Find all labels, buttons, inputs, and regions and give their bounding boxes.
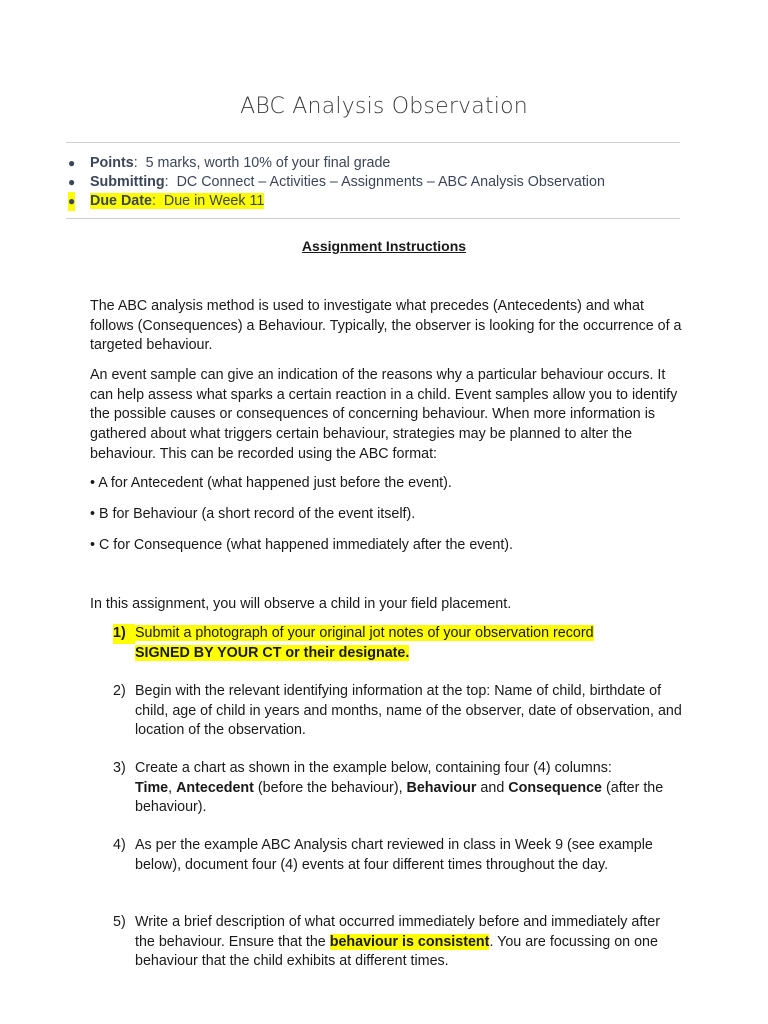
step-5: [113, 913, 683, 972]
divider: [66, 218, 680, 219]
step-number: 4): [113, 837, 126, 853]
meta-due-date: ● Due Date: Due in Week 11: [68, 193, 265, 209]
step-3: 3) Create a chart as shown in the example below, containing four (4) columns: Time, Antecedent (before the behaviour), Behaviour and Consequence (after the behaviour).: [113, 760, 664, 816]
meta-points: ● Points: 5 marks, worth 10% of your final grade: [68, 155, 391, 171]
event-sample-paragraph: An event sample can give an indication of the reasons why a particular behaviour occurs. It can help assess what sparks a certain reaction in a child. Event samples allow you to identify the possible causes or consequences of concerning behaviour. When more information is gathered about what triggers certain behaviour, strategies may be planned to alter the behaviour. This can be recorded using the ABC format:: [90, 367, 678, 462]
bullet-icon: ●: [68, 175, 76, 189]
bullet-icon: ●: [68, 156, 76, 170]
step-text: As per the example ABC Analysis chart reviewed in class in Week 9 (see example below), document four (4) events at four different times throughout the day.: [135, 837, 653, 873]
step-text: Create a chart as shown in the example below, containing four (4) columns:: [135, 760, 612, 776]
abc-item-c: • C for Consequence (what happened immediately after the event).: [90, 537, 514, 553]
column-consequence: Consequence: [508, 779, 603, 796]
intro-paragraph: The ABC analysis method is used to investigate what precedes (Antecedents) and what follows (Consequences) a Behaviour. Typically, the observer is looking for the occurrence of a targeted behaviour.: [90, 298, 682, 354]
step-emphasis: SIGNED BY YOUR CT or their designate.: [135, 644, 410, 661]
step-4: [113, 836, 683, 875]
meta-value: 5 marks, worth 10% of your final grade: [145, 155, 391, 171]
divider: [66, 142, 680, 143]
step-text: . You are focussing on one behaviour that the child exhibits at different times.: [135, 933, 658, 970]
meta-label: Due Date: [90, 193, 152, 209]
step-number: 5): [113, 914, 126, 930]
bullet-icon: ●: [68, 192, 75, 211]
abc-item-b: • B for Behaviour (a short record of the event itself).: [90, 506, 416, 522]
meta-submitting: ● Submitting: DC Connect – Activities – Assignments – ABC Analysis Observation: [68, 174, 605, 190]
step-text: Write a brief description of what occurred immediately before and immediately after the behaviour. Ensure that the: [135, 914, 660, 950]
step-number: 1): [113, 624, 135, 644]
assignment-meta: [66, 154, 686, 211]
step-number: 2): [113, 683, 126, 699]
step-1: [113, 624, 683, 663]
step-number: 3): [113, 760, 126, 776]
meta-label: Submitting: [90, 174, 165, 190]
meta-value: DC Connect – Activities – Assignments – ABC Analysis Observation: [176, 174, 605, 190]
abc-item-a: • A for Antecedent (what happened just before the event).: [90, 475, 452, 491]
step-text: Begin with the relevant identifying information at the top: Name of child, birthdate of child, age of child in years and months, name of the observer, date of observation, and location of the observation.: [135, 683, 682, 739]
column-antecedent: Antecedent: [176, 779, 254, 796]
step-2: [113, 682, 683, 741]
column-time: Time: [135, 779, 169, 796]
meta-label: Points: [90, 155, 134, 171]
assignment-intro: In this assignment, you will observe a child in your field placement.: [90, 596, 512, 612]
meta-value: Due in Week 11: [163, 193, 265, 209]
step-emphasis: behaviour is consistent: [329, 933, 490, 950]
page-title: ABC Analysis Observation: [240, 94, 528, 119]
column-behaviour: Behaviour: [406, 779, 477, 796]
section-heading: Assignment Instructions: [301, 238, 467, 254]
step-text: Submit a photograph of your original jot notes of your observation record: [135, 625, 594, 641]
